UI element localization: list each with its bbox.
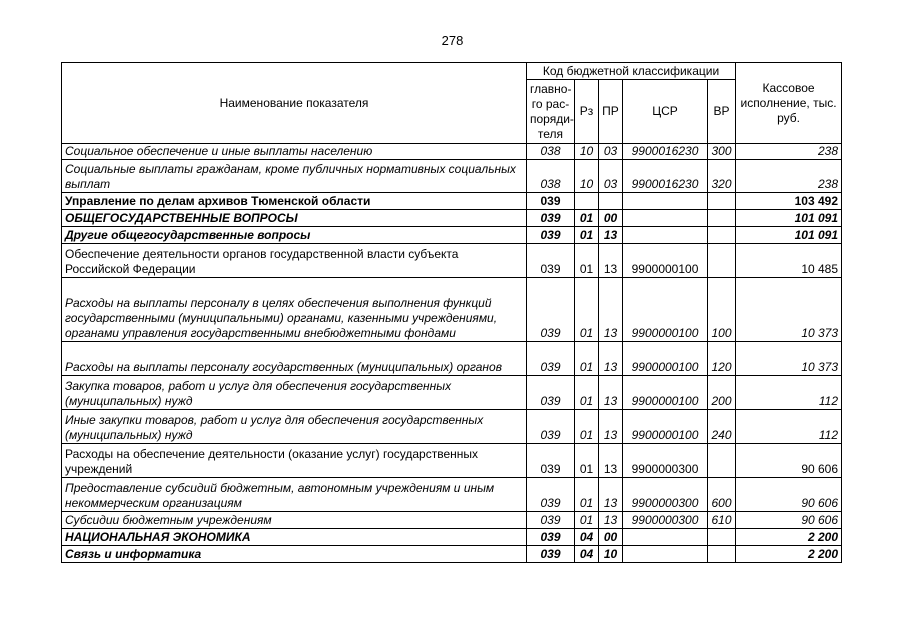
header-name: Наименование показателя bbox=[62, 63, 527, 144]
row-amount: 103 492 bbox=[736, 193, 842, 210]
row-csr: 9900000100 bbox=[623, 244, 708, 278]
table-row bbox=[62, 376, 842, 410]
row-pr: 13 bbox=[599, 512, 623, 529]
row-csr: 9900016230 bbox=[623, 160, 708, 193]
table-row bbox=[62, 529, 842, 546]
row-amount: 2 200 bbox=[736, 529, 842, 546]
row-glavny: 039 bbox=[527, 546, 575, 563]
row-glavny: 039 bbox=[527, 342, 575, 376]
row-glavny: 039 bbox=[527, 529, 575, 546]
row-vr: 320 bbox=[708, 160, 736, 193]
row-pr: 00 bbox=[599, 529, 623, 546]
row-rz: 04 bbox=[575, 529, 599, 546]
header-pr: ПР bbox=[599, 80, 623, 144]
row-amount: 238 bbox=[736, 144, 842, 160]
row-amount: 10 485 bbox=[736, 244, 842, 278]
row-csr bbox=[623, 193, 708, 210]
row-name: ОБЩЕГОСУДАРСТВЕННЫЕ ВОПРОСЫ bbox=[62, 210, 527, 227]
row-vr: 240 bbox=[708, 410, 736, 444]
row-pr bbox=[599, 193, 623, 210]
row-glavny: 039 bbox=[527, 376, 575, 410]
row-pr: 13 bbox=[599, 478, 623, 512]
row-rz: 01 bbox=[575, 244, 599, 278]
row-csr: 9900000100 bbox=[623, 376, 708, 410]
table-row bbox=[62, 342, 842, 376]
row-vr bbox=[708, 193, 736, 210]
row-glavny: 039 bbox=[527, 227, 575, 244]
row-name: Расходы на обеспечение деятельности (оказание услуг) государственных учреждений bbox=[62, 444, 527, 478]
row-csr bbox=[623, 210, 708, 227]
table-body bbox=[62, 144, 842, 563]
row-rz: 04 bbox=[575, 546, 599, 563]
row-vr: 610 bbox=[708, 512, 736, 529]
row-name: Другие общегосударственные вопросы bbox=[62, 227, 527, 244]
row-glavny: 039 bbox=[527, 210, 575, 227]
row-vr: 120 bbox=[708, 342, 736, 376]
row-pr: 13 bbox=[599, 410, 623, 444]
row-name: Социальные выплаты гражданам, кроме публичных нормативных социальных выплат bbox=[62, 160, 527, 193]
row-glavny: 038 bbox=[527, 160, 575, 193]
row-name: Иные закупки товаров, работ и услуг для обеспечения государственных (муниципальных) нужд bbox=[62, 410, 527, 444]
row-pr: 13 bbox=[599, 244, 623, 278]
row-amount: 238 bbox=[736, 160, 842, 193]
row-pr: 00 bbox=[599, 210, 623, 227]
row-rz: 10 bbox=[575, 160, 599, 193]
row-vr bbox=[708, 227, 736, 244]
row-csr: 9900000100 bbox=[623, 410, 708, 444]
row-rz: 10 bbox=[575, 144, 599, 160]
row-vr bbox=[708, 210, 736, 227]
row-amount: 10 373 bbox=[736, 278, 842, 342]
row-pr: 03 bbox=[599, 144, 623, 160]
row-rz: 01 bbox=[575, 227, 599, 244]
table-row bbox=[62, 193, 842, 210]
row-glavny: 039 bbox=[527, 244, 575, 278]
row-name: Обеспечение деятельности органов государственной власти субъекта Российской Федерации bbox=[62, 244, 527, 278]
row-glavny: 039 bbox=[527, 193, 575, 210]
row-csr: 9900000300 bbox=[623, 478, 708, 512]
row-glavny: 039 bbox=[527, 278, 575, 342]
row-csr bbox=[623, 546, 708, 563]
row-glavny: 039 bbox=[527, 410, 575, 444]
table-row bbox=[62, 444, 842, 478]
row-amount: 101 091 bbox=[736, 227, 842, 244]
row-vr: 100 bbox=[708, 278, 736, 342]
row-name: Связь и информатика bbox=[62, 546, 527, 563]
row-glavny: 039 bbox=[527, 478, 575, 512]
row-amount: 2 200 bbox=[736, 546, 842, 563]
table-row bbox=[62, 227, 842, 244]
row-csr: 9900000100 bbox=[623, 342, 708, 376]
row-amount: 10 373 bbox=[736, 342, 842, 376]
row-rz: 01 bbox=[575, 478, 599, 512]
row-amount: 90 606 bbox=[736, 444, 842, 478]
row-csr: 9900000100 bbox=[623, 278, 708, 342]
row-rz: 01 bbox=[575, 410, 599, 444]
row-rz bbox=[575, 193, 599, 210]
row-vr: 300 bbox=[708, 144, 736, 160]
row-csr bbox=[623, 529, 708, 546]
row-pr: 13 bbox=[599, 342, 623, 376]
row-name: Расходы на выплаты персоналу в целях обеспечения выполнения функций государственными (муниципальными) органами, казенными учреждениями, органами управления государственными внебюджетными фондами bbox=[62, 278, 527, 342]
row-amount: 90 606 bbox=[736, 478, 842, 512]
header-vr: ВР bbox=[708, 80, 736, 144]
row-name: Предоставление субсидий бюджетным, автономным учреждениям и иным некоммерческим организациям bbox=[62, 478, 527, 512]
page-number: 278 bbox=[441, 33, 464, 48]
row-name: Расходы на выплаты персоналу государственных (муниципальных) органов bbox=[62, 342, 527, 376]
row-vr: 600 bbox=[708, 478, 736, 512]
table-row bbox=[62, 278, 842, 342]
row-amount: 112 bbox=[736, 410, 842, 444]
row-pr: 03 bbox=[599, 160, 623, 193]
row-glavny: 039 bbox=[527, 444, 575, 478]
row-rz: 01 bbox=[575, 210, 599, 227]
row-rz: 01 bbox=[575, 512, 599, 529]
header-csr: ЦСР bbox=[623, 80, 708, 144]
table-row bbox=[62, 244, 842, 278]
row-pr: 13 bbox=[599, 227, 623, 244]
row-name: Социальное обеспечение и иные выплаты населению bbox=[62, 144, 527, 160]
table-row bbox=[62, 512, 842, 529]
table-row bbox=[62, 210, 842, 227]
header-amount: Кассовое исполнение, тыс. руб. bbox=[736, 63, 842, 144]
row-rz: 01 bbox=[575, 278, 599, 342]
row-csr bbox=[623, 227, 708, 244]
row-glavny: 039 bbox=[527, 512, 575, 529]
row-pr: 13 bbox=[599, 444, 623, 478]
row-vr bbox=[708, 444, 736, 478]
row-vr bbox=[708, 244, 736, 278]
row-amount: 101 091 bbox=[736, 210, 842, 227]
table-row bbox=[62, 478, 842, 512]
row-rz: 01 bbox=[575, 444, 599, 478]
row-vr: 200 bbox=[708, 376, 736, 410]
row-csr: 9900000300 bbox=[623, 444, 708, 478]
table-row bbox=[62, 546, 842, 563]
row-name: Субсидии бюджетным учреждениям bbox=[62, 512, 527, 529]
row-pr: 13 bbox=[599, 278, 623, 342]
row-name: Управление по делам архивов Тюменской области bbox=[62, 193, 527, 210]
row-amount: 90 606 bbox=[736, 512, 842, 529]
table-row bbox=[62, 160, 842, 193]
row-glavny: 038 bbox=[527, 144, 575, 160]
row-rz: 01 bbox=[575, 342, 599, 376]
row-name: НАЦИОНАЛЬНАЯ ЭКОНОМИКА bbox=[62, 529, 527, 546]
row-csr: 9900016230 bbox=[623, 144, 708, 160]
row-pr: 10 bbox=[599, 546, 623, 563]
row-amount: 112 bbox=[736, 376, 842, 410]
row-csr: 9900000300 bbox=[623, 512, 708, 529]
row-pr: 13 bbox=[599, 376, 623, 410]
header-code-group: Код бюджетной классификации bbox=[527, 63, 736, 80]
header-glavny: главно-го рас-поряди-теля bbox=[527, 80, 575, 144]
row-rz: 01 bbox=[575, 376, 599, 410]
row-vr bbox=[708, 546, 736, 563]
row-vr bbox=[708, 529, 736, 546]
table-row bbox=[62, 410, 842, 444]
table-row bbox=[62, 144, 842, 160]
budget-table bbox=[61, 62, 842, 563]
row-name: Закупка товаров, работ и услуг для обеспечения государственных (муниципальных) нужд bbox=[62, 376, 527, 410]
header-rz: Рз bbox=[575, 80, 599, 144]
